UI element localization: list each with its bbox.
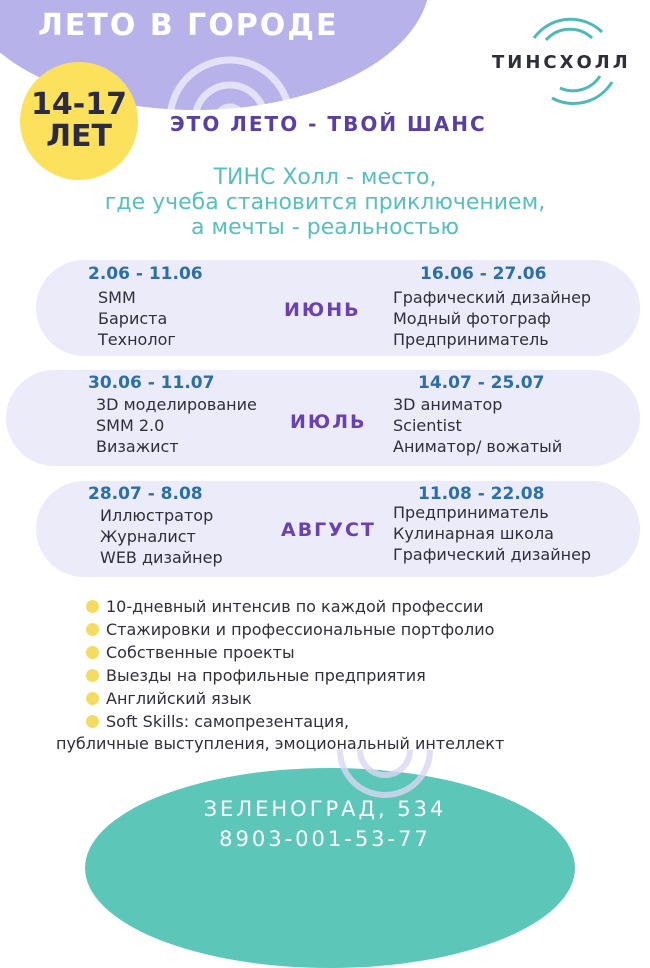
program-list [393,394,562,457]
decorative-swirl-icon [335,740,435,800]
program-item: Иллюстратор [100,506,214,525]
tagline-line: а мечты - реальностью [191,215,459,240]
tagline-line: где учеба становится приключением, [104,190,546,215]
month-name: ИЮЛЬ [290,411,367,433]
program-item: Технолог [98,330,176,349]
address: ЗЕЛЕНОГРАД, 534 [203,797,447,821]
bullet-dot-icon [86,646,99,659]
date-range: 16.06 - 27.06 [420,264,547,284]
date-range: 14.07 - 25.07 [418,373,545,393]
program-item: 3D моделирование [96,395,257,414]
program-item: 3D аниматор [393,395,503,414]
age-range: 14-17 [31,87,127,122]
program-list [393,502,591,565]
program-item: SMM 2.0 [96,416,165,435]
date-range: 11.08 - 22.08 [418,484,545,504]
program-item: Журналист [100,527,196,546]
age-badge [20,62,138,180]
program-item: WEB дизайнер [100,548,223,567]
program-item: Кулинарная школа [393,524,554,543]
program-list [96,394,257,457]
program-list [98,287,176,350]
program-item: Scientist [393,416,462,435]
program-list [100,505,223,568]
program-item: Аниматор/ вожатый [393,437,563,456]
page-title: ЛЕТО В ГОРОДЕ [38,8,339,43]
program-item: Модный фотограф [393,309,551,328]
benefit-text: 10-дневный интенсив по каждой профессии [106,597,484,616]
program-item: Графический дизайнер [393,288,592,307]
benefit-item [86,597,484,616]
tagline-line: ТИНС Холл - место, [213,165,437,190]
benefit-text: Soft Skills: самопрезентация, [106,712,350,731]
program-item: Визажист [96,437,179,456]
month-name: ИЮНЬ [284,299,361,321]
logo-text: ТИНСХОЛЛ [492,52,631,73]
bullet-dot-icon [86,715,99,728]
benefit-text: Собственные проекты [106,643,295,662]
bullet-dot-icon [86,623,99,636]
phone-number: 8903-001-53-77 [219,827,431,851]
bullet-dot-icon [86,600,99,613]
benefit-item [86,666,426,685]
month-name: АВГУСТ [281,519,376,541]
date-range: 28.07 - 8.08 [88,484,203,504]
program-item: Предприниматель [393,503,549,522]
program-item: SMM [98,288,136,307]
bullet-dot-icon [86,692,99,705]
bullet-dot-icon [86,669,99,682]
date-range: 2.06 - 11.06 [88,264,203,284]
benefit-text: Выезды на профильные предприятия [106,666,426,685]
benefit-item [86,620,494,639]
program-list [393,287,591,350]
program-item: Бариста [98,309,168,328]
program-item: Графический дизайнер [393,545,592,564]
benefit-text: Английский язык [106,689,252,708]
benefit-text: Стажировки и профессиональные портфолио [106,620,495,639]
program-item: Предприниматель [393,330,549,349]
slogan: ЭТО ЛЕТО - ТВОЙ ШАНС [170,112,487,136]
benefit-item [86,712,349,731]
age-unit: ЛЕТ [46,119,112,154]
benefit-continuation: публичные выступления, эмоциональный интеллект [56,734,505,753]
benefit-item [86,689,252,708]
benefit-item [86,643,295,662]
tagline [0,165,650,240]
date-range: 30.06 - 11.07 [88,373,215,393]
